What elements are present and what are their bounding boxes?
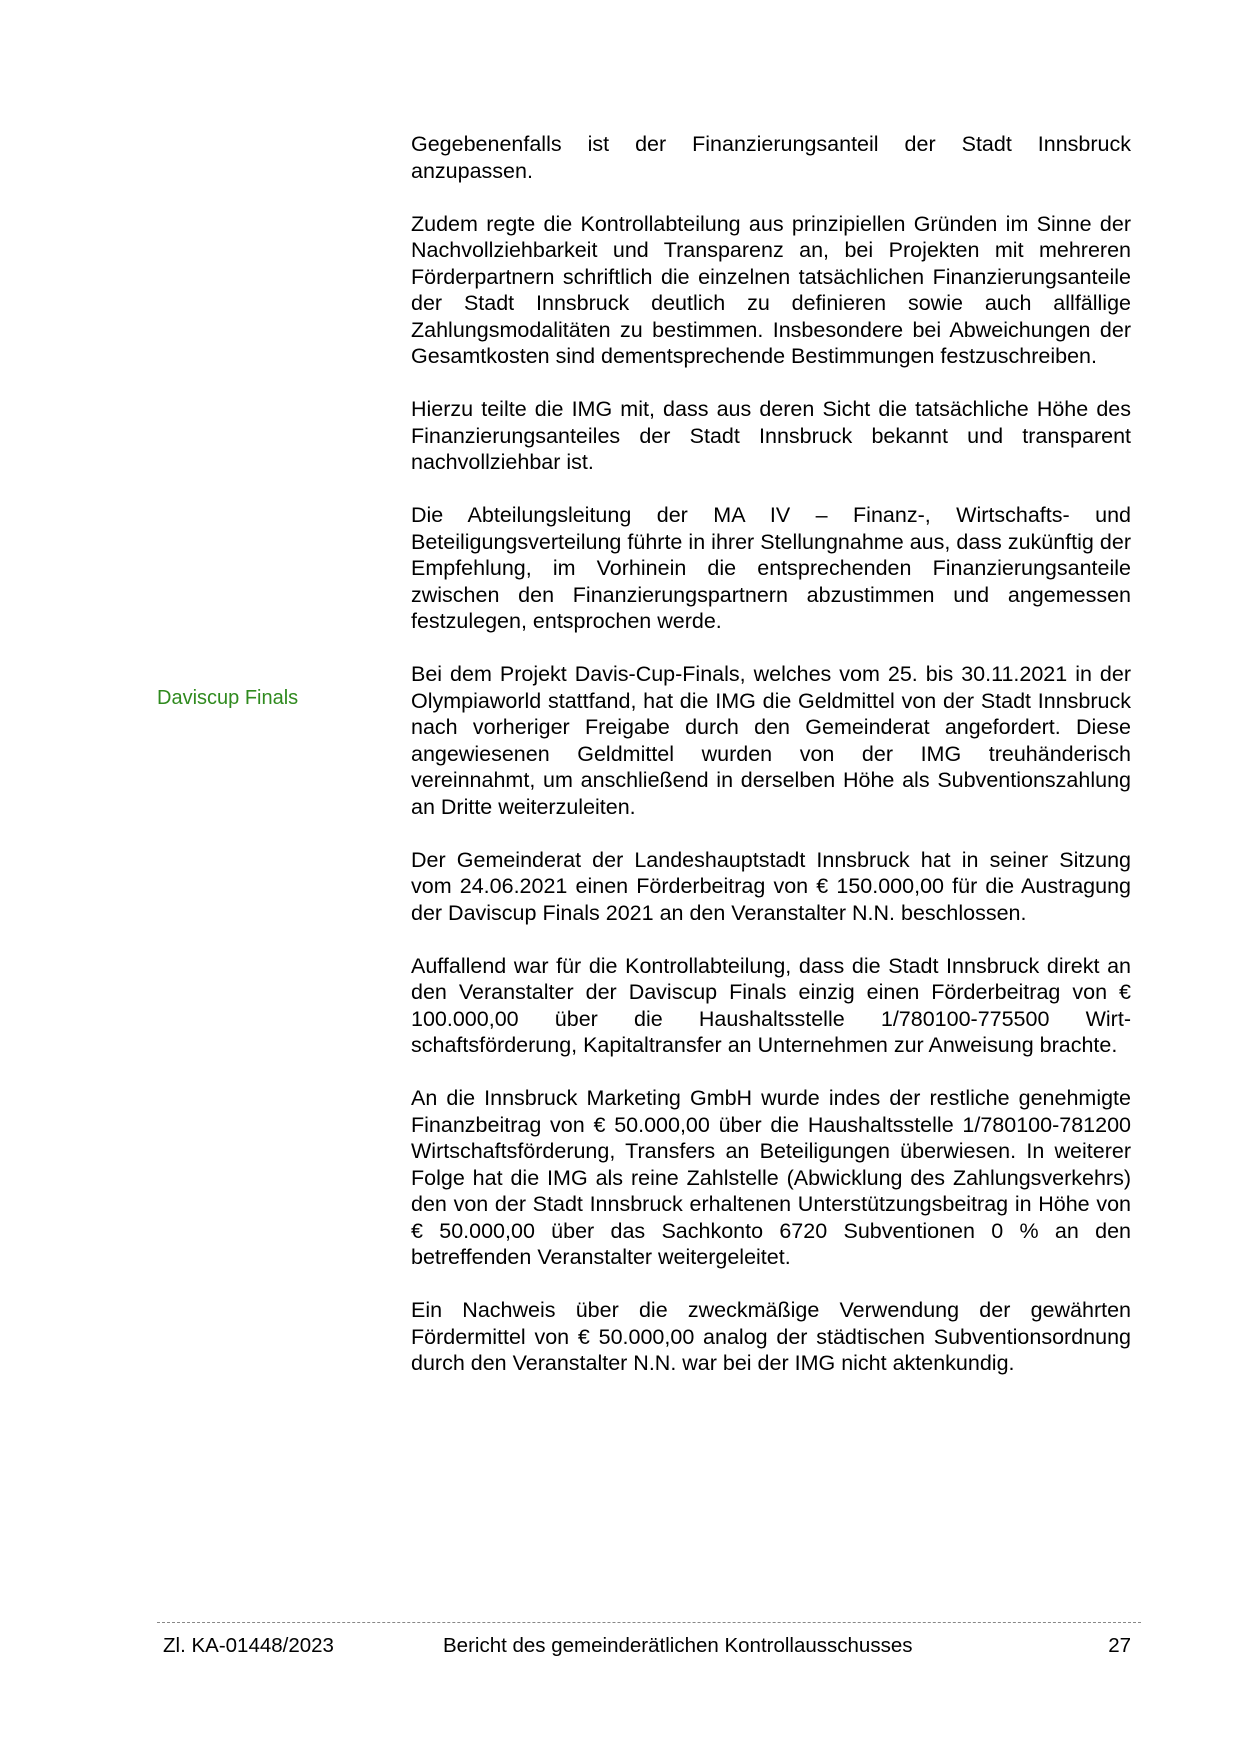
body-text: [411, 131, 1131, 1403]
paragraph-9: Ein Nachweis über die zweckmäßige Verwendung der gewährten Fördermittel von € 50.000,00 analog der städtischen Subventionsordnung durch den Veranstalter N.N. war bei der IMG nicht aktenkundig.: [411, 1298, 1131, 1375]
paragraph-6: Der Gemeinderat der Landeshauptstadt Innsbruck hat in seiner Sitzung vom 24.06.2021 einen Förderbeitrag von € 150.000,00 für die Austragung der Daviscup Finals 2021 an den Veranstalter N.N. beschlossen.: [411, 847, 1131, 925]
paragraph-8: An die Innsbruck Marketing GmbH wurde indes der restliche genehmigte Finanzbeitrag von € 50.000,00 über die Haushaltsstelle 1/780100-781200 Wirtschaftsförderung, Transfers an Beteiligungen überwiesen. In weiterer Folge hat die IMG als reine Zahlstelle (Abwicklung des Zahlungsverkehrs) den von der Stadt Innsbruck erhaltenen Unterstützungsbeitrag in Höhe von € 50.000,00 über das Sachkonto 6720 Subventionen 0 % an den betreffenden Veranstalter weitergeleitet.: [411, 1086, 1131, 1269]
paragraph-5: Bei dem Projekt Davis-Cup-Finals, welches vom 25. bis 30.11.2021 in der Olympiaworld stattfand, hat die IMG die Geldmittel von der Stadt Innsbruck nach vorheriger Freigabe durch den Gemeinderat angefordert. Diese angewiesenen Geldmittel wurden von der IMG treuhänderisch vereinnahmt, um anschließend in derselben Höhe als Subventionszahlung an Dritte weiterzuleiten.: [411, 662, 1131, 819]
margin-note-daviscup: Daviscup Finals: [157, 687, 299, 709]
footer-reference: Zl. KA-01448/2023: [163, 1634, 334, 1657]
paragraph-7: Auffallend war für die Kontrollabteilung, dass die Stadt Innsbruck direkt an den Veranstalter der Daviscup Finals einzig einen Förderbeitrag von € 100.000,00 über die Haushaltsstelle 1/780100-775500 Wirtschaftsförderung, Kapitaltransfer an Unternehmen zur Anweisung brachte.: [411, 953, 1131, 1057]
paragraph-1: Gegebenenfalls ist der Finanzierungsanteil der Stadt Innsbruck anzupassen.: [411, 132, 1131, 183]
paragraph-2: Zudem regte die Kontrollabteilung aus prinzipiellen Gründen im Sinne der Nachvollziehbarkeit und Transparenz an, bei Projekten mit mehreren Förderpartnern schriftlich die einzelnen tatsächlichen Finanzierungsanteile der Stadt Innsbruck deutlich zu definieren sowie auch allfällige Zahlungsmodalitäten zu bestimmen. Insbesondere bei Abweichungen der Gesamtkosten sind dementsprechende Bestimmungen festzuschreiben.: [411, 211, 1131, 368]
footer-title: Bericht des gemeinderätlichen Kontrollausschusses: [443, 1634, 913, 1657]
paragraph-4: Die Abteilungsleitung der MA IV – Finanz-, Wirtschafts- und Beteiligungsverteilung führte in ihrer Stellungnahme aus, dass zukünftig der Empfehlung, im Vorhinein die entsprechenden Finanzierungsanteile zwischen den Finanzierungspartnern abzustimmen und angemessen festzulegen, entsprochen werde.: [411, 503, 1131, 633]
footer-divider: [157, 1622, 1141, 1623]
paragraph-3: Hierzu teilte die IMG mit, dass aus deren Sicht die tatsächliche Höhe des Finanzierungsanteiles der Stadt Innsbruck bekannt und transparent nachvollziehbar ist.: [411, 397, 1131, 474]
page-number: 27: [1108, 1634, 1131, 1657]
